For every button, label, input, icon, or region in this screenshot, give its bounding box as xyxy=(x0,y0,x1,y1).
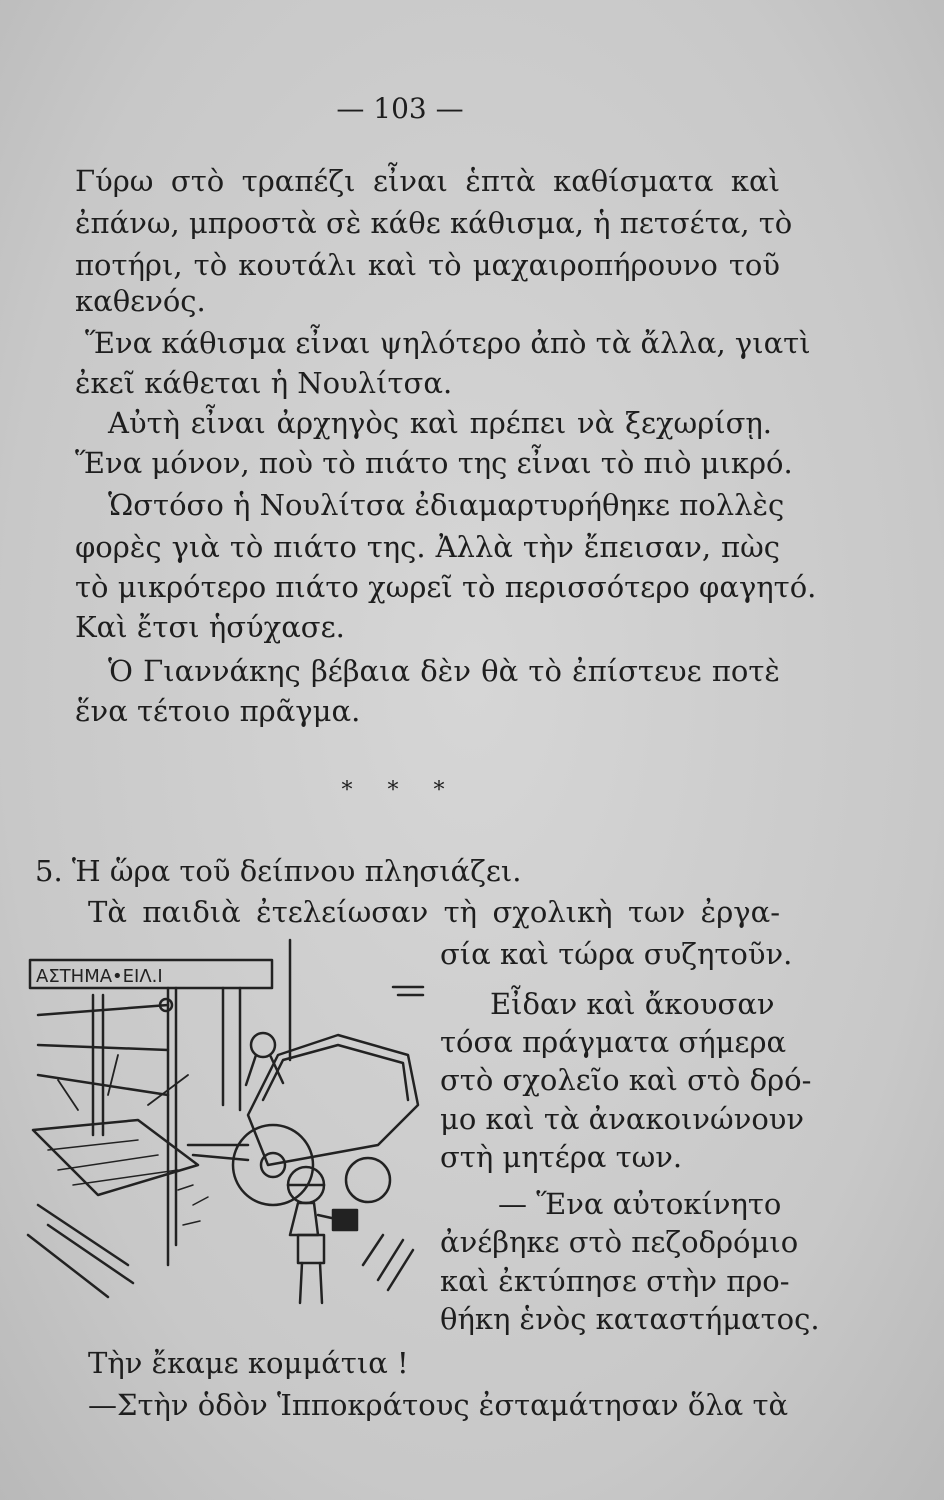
text-line: τὸ μικρότερο πιάτο χωρεῖ τὸ περισσότερο φαγητό. xyxy=(75,570,817,604)
text-line: Αὐτὴ εἶναι ἀρχηγὸς καὶ πρέπει νὰ ξεχωρίσῃ. xyxy=(108,406,772,440)
text-line: Ὁ Γιαννάκης βέβαια δὲν θὰ τὸ ἐπίστευε ποτὲ xyxy=(108,654,780,688)
text-line: Ὡστόσο ἡ Νουλίτσα ἐδιαμαρτυρήθηκε πολλὲς xyxy=(108,488,785,522)
text-line: ἐπάνω, μπροστὰ σὲ κάθε κάθισμα, ἡ πετσέτα, τὸ xyxy=(75,206,793,240)
column-line: σία καὶ τώρα συζητοῦν. xyxy=(440,937,793,971)
text-line: Ἕνα μόνον, ποὺ τὸ πιάτο της εἶναι τὸ πιὸ μικρό. xyxy=(75,446,793,480)
page-number: — 103 — xyxy=(336,92,464,125)
text-line: ποτήρι, τὸ κουτάλι καὶ τὸ μαχαιροπήρουνο τοῦ xyxy=(75,248,780,282)
column-line: τόσα πράγματα σήμερα xyxy=(440,1025,787,1059)
column-line: στὸ σχολεῖο καὶ στὸ δρό- xyxy=(440,1063,812,1097)
shop-sign-text: ΑΣΤΗΜΑ•ΕΙΛ.Ι xyxy=(36,966,163,987)
column-line: καὶ ἐκτύπησε στὴν προ- xyxy=(440,1264,790,1298)
text-line: καθενός. xyxy=(75,284,206,318)
car-crash-illustration xyxy=(18,935,438,1335)
text-line: —Στὴν ὁδὸν Ἱπποκράτους ἐσταμάτησαν ὅλα τὰ xyxy=(88,1388,789,1422)
section-heading: 5. Ἡ ὥρα τοῦ δείπνου πλησιάζει. xyxy=(35,854,522,888)
text-line: ἐκεῖ κάθεται ἡ Νουλίτσα. xyxy=(75,366,453,400)
text-line: Γύρω στὸ τραπέζι εἶναι ἑπτὰ καθίσματα καὶ xyxy=(75,164,780,198)
text-line: Τὴν ἔκαμε κομμάτια ! xyxy=(88,1346,409,1380)
column-line: Εἶδαν καὶ ἄκουσαν xyxy=(490,987,775,1021)
column-line: — Ἕνα αὐτοκίνητο xyxy=(498,1187,782,1221)
text-line: ἕνα τέτοιο πρᾶγμα. xyxy=(75,694,361,728)
column-line: θήκη ἑνὸς καταστήματος. xyxy=(440,1302,820,1336)
column-line: μο καὶ τὰ ἀνακοινώνουν xyxy=(440,1102,805,1136)
column-line: στὴ μητέρα των. xyxy=(440,1140,683,1174)
section-separator: * * * xyxy=(341,778,459,803)
text-line: Τὰ παιδιὰ ἐτελείωσαν τὴ σχολικὴ των ἐργα- xyxy=(88,895,780,929)
text-line: Καὶ ἔτσι ἡσύχασε. xyxy=(75,610,345,644)
column-line: ἀνέβηκε στὸ πεζοδρόμιο xyxy=(440,1225,799,1259)
text-line: Ἕνα κάθισμα εἶναι ψηλότερο ἀπὸ τὰ ἄλλα, γιατὶ xyxy=(85,326,811,360)
text-line: φορὲς γιὰ τὸ πιάτο της. Ἀλλὰ τὴν ἔπεισαν, πὼς xyxy=(75,530,780,564)
